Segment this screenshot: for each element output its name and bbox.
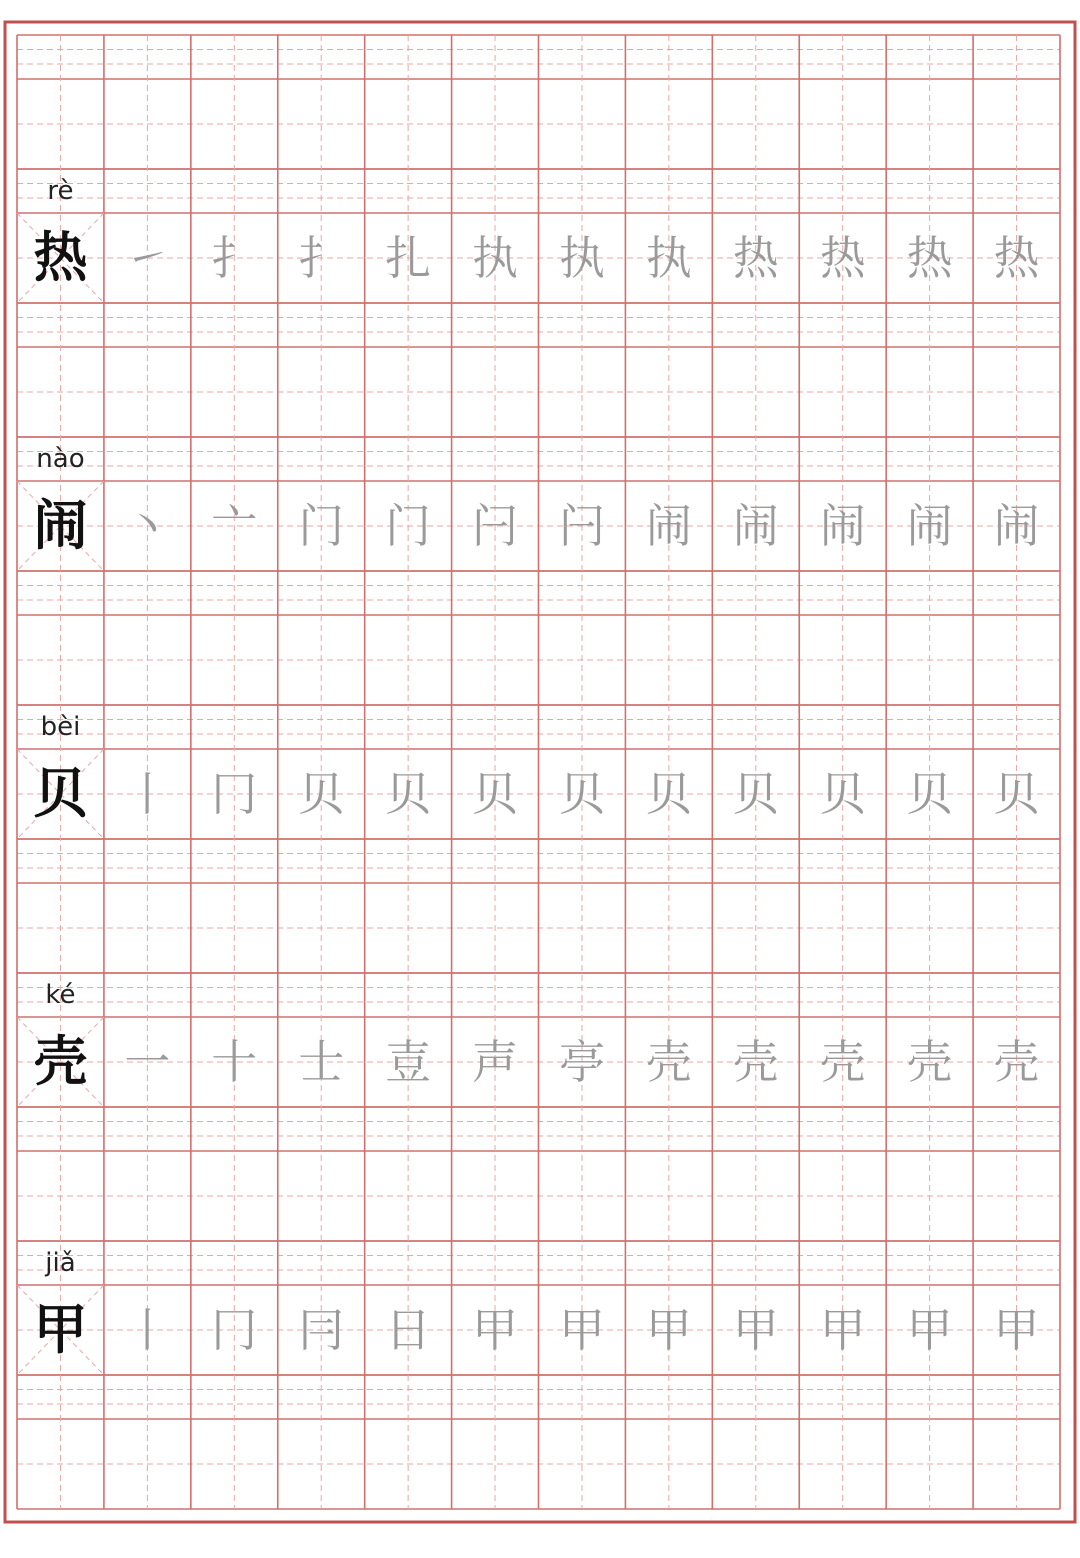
stroke-step: 贝 xyxy=(732,767,779,821)
stroke-step: 热 xyxy=(993,231,1040,285)
stroke-step: 亭 xyxy=(558,1035,605,1089)
stroke-step: 甲 xyxy=(732,1303,779,1357)
pinyin-label: rè xyxy=(47,176,74,206)
stroke-step: 壳 xyxy=(819,1035,866,1089)
pinyin-label: nào xyxy=(36,444,85,474)
stroke-step: 丨 xyxy=(124,1303,171,1357)
stroke-step: 丶 xyxy=(124,499,171,553)
stroke-step: 门 xyxy=(298,499,345,553)
stroke-step: 士 xyxy=(298,1035,345,1089)
stroke-step: 冃 xyxy=(298,1303,345,1357)
stroke-step: 热 xyxy=(732,231,779,285)
stroke-step: ㇀ xyxy=(124,231,171,285)
stroke-step: 亠 xyxy=(211,499,258,553)
stroke-step: 贝 xyxy=(558,767,605,821)
stroke-step: 扎 xyxy=(385,231,432,285)
stroke-step: 贝 xyxy=(906,767,953,821)
stroke-step: 冂 xyxy=(211,1303,258,1357)
stroke-step: 扌 xyxy=(211,231,258,285)
stroke-step: 热 xyxy=(906,231,953,285)
stroke-step: 贝 xyxy=(298,767,345,821)
main-character: 壳 xyxy=(33,1030,88,1093)
stroke-step: 执 xyxy=(645,231,692,285)
stroke-step: 甲 xyxy=(472,1303,519,1357)
stroke-step: 日 xyxy=(385,1303,432,1357)
stroke-step: 闩 xyxy=(472,499,519,553)
stroke-step: 贝 xyxy=(645,767,692,821)
stroke-step: 壳 xyxy=(645,1035,692,1089)
stroke-step: 壳 xyxy=(732,1035,779,1089)
stroke-step: 甲 xyxy=(906,1303,953,1357)
main-character: 贝 xyxy=(33,762,88,825)
stroke-step: 扌 xyxy=(298,231,345,285)
stroke-step: 壴 xyxy=(385,1035,432,1089)
stroke-step: 闹 xyxy=(906,499,953,553)
pinyin-label: ké xyxy=(45,980,76,1010)
main-character: 热 xyxy=(33,226,88,289)
stroke-step: 十 xyxy=(211,1035,258,1089)
stroke-step: 贝 xyxy=(472,767,519,821)
stroke-step: 闹 xyxy=(645,499,692,553)
stroke-step: 闹 xyxy=(732,499,779,553)
stroke-step: 一 xyxy=(124,1035,171,1089)
main-character: 闹 xyxy=(33,494,88,557)
stroke-step: 门 xyxy=(385,499,432,553)
stroke-step: 贝 xyxy=(819,767,866,821)
stroke-step: 丨 xyxy=(124,767,171,821)
stroke-step: 壳 xyxy=(993,1035,1040,1089)
stroke-step: 闩 xyxy=(558,499,605,553)
stroke-step: 甲 xyxy=(819,1303,866,1357)
stroke-step: 闹 xyxy=(819,499,866,553)
pinyin-label: jiǎ xyxy=(45,1248,76,1278)
stroke-step: 贝 xyxy=(993,767,1040,821)
stroke-step: 甲 xyxy=(558,1303,605,1357)
stroke-step: 热 xyxy=(819,231,866,285)
stroke-step: 声 xyxy=(472,1035,519,1089)
stroke-step: 贝 xyxy=(385,767,432,821)
main-character: 甲 xyxy=(33,1298,88,1361)
stroke-step: 执 xyxy=(558,231,605,285)
pinyin-label: bèi xyxy=(40,712,81,742)
stroke-step: 执 xyxy=(472,231,519,285)
stroke-step: 甲 xyxy=(645,1303,692,1357)
stroke-step: 壳 xyxy=(906,1035,953,1089)
stroke-step: 甲 xyxy=(993,1303,1040,1357)
stroke-step: 冂 xyxy=(211,767,258,821)
stroke-step: 闹 xyxy=(993,499,1040,553)
